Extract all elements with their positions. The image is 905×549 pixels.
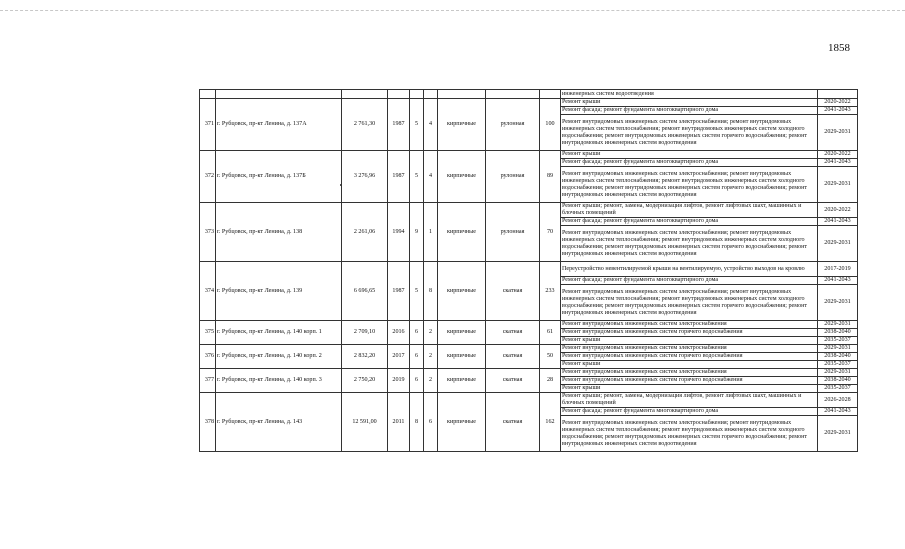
cell-period: 2020-2022 [818,203,858,218]
table-row [200,345,858,353]
cell-roof: скатная [486,321,540,345]
cell-roof: рулонная [486,99,540,151]
cell-number: 371 [200,99,216,151]
table-body [200,90,858,452]
cell-entrances: 1 [424,203,438,262]
cell-walls: кирпичные [438,345,486,369]
cell-period: 2029-2031 [818,167,858,203]
cell-number: 375 [200,321,216,345]
cell-period: 2035-2037 [818,385,858,393]
cell-percent: 70 [540,203,561,262]
cell-number: 376 [200,345,216,369]
cell-entrances: 2 [424,369,438,393]
table-row-top-fragment [200,90,858,99]
cell-work: Ремонт внутридомовых инженерных систем горячего водоснабжения [561,353,818,361]
cell-area: 6 696,65 [342,262,388,321]
cell-period: 2035-2037 [818,337,858,345]
cell-address: г. Рубцовск, пр-кт Ленина, д. 140 корп. 3 [216,369,342,393]
cell-area: 2 832,20 [342,345,388,369]
cell-floors: 6 [410,369,424,393]
cell-work: Ремонт внутридомовых инженерных систем электроснабжения; ремонт внутридомовых инженерных систем теплоснабжения; ремонт внутридомовых инженерных систем холодного водоснабжения; ремонт внутридомовых инженерных систем горячего водоснабжения; ремонт внутридомовых инженерных систем водоотведения [561,285,818,321]
cell-number: 374 [200,262,216,321]
capital-repair-table [199,89,858,452]
cell-work: Ремонт внутридомовых инженерных систем электроснабжения [561,321,818,329]
cell-number: 372 [200,151,216,203]
cell-area: 2 709,10 [342,321,388,345]
cell-period: 2029-2031 [818,285,858,321]
cell-period: 2029-2031 [818,345,858,353]
cell-empty [410,90,424,99]
cell-work: Ремонт крыши [561,385,818,393]
cell-work: Ремонт внутридомовых инженерных систем горячего водоснабжения [561,329,818,337]
table-row [200,321,858,329]
cell-floors: 5 [410,151,424,203]
cell-area: 2 761,30 [342,99,388,151]
cell-work: Ремонт фасада; ремонт фундамента многоквартирного дома [561,277,818,285]
cell-address: г. Рубцовск, пр-кт Ленина, д. 137А [216,99,342,151]
cell-year: 1994 [388,203,410,262]
cell-work: Ремонт фасада; ремонт фундамента многоквартирного дома [561,408,818,416]
cell-work: Ремонт фасада; ремонт фундамента многоквартирного дома [561,107,818,115]
cell-period: 2029-2031 [818,416,858,452]
cell-period: 2020-2022 [818,99,858,107]
cell-percent: 61 [540,321,561,345]
cell-work: Ремонт крыши [561,361,818,369]
cell-percent: 28 [540,369,561,393]
cell-empty [438,90,486,99]
cell-address: г. Рубцовск, пр-кт Ленина, д. 140 корп. 2 [216,345,342,369]
cell-area: 2 261,06 [342,203,388,262]
cell-number: 373 [200,203,216,262]
cell-empty [342,90,388,99]
cell-work: Ремонт внутридомовых инженерных систем электроснабжения; ремонт внутридомовых инженерных систем теплоснабжения; ремонт внутридомовых инженерных систем холодного водоснабжения; ремонт внутридомовых инженерных систем горячего водоснабжения; ремонт внутридомовых инженерных систем водоотведения [561,416,818,452]
cell-year: 2017 [388,345,410,369]
cell-floors: 5 [410,262,424,321]
cell-work: Переустройство невентилируемой крыши на вентилируемую, устройство выходов на кровлю [561,262,818,277]
cell-year: 1987 [388,151,410,203]
cell-period: 2035-2037 [818,361,858,369]
table-row [200,99,858,107]
cell-work: Ремонт крыши; ремонт, замена, модернизация лифтов, ремонт лифтовых шахт, машинных и блочных помещений [561,393,818,408]
cell-work: Ремонт внутридомовых инженерных систем электроснабжения; ремонт внутридомовых инженерных систем теплоснабжения; ремонт внутридомовых инженерных систем холодного водоснабжения; ремонт внутридомовых инженерных систем горячего водоснабжения; ремонт внутридомовых инженерных систем водоотведения [561,226,818,262]
cell-floors: 9 [410,203,424,262]
cell-period: 2029-2031 [818,115,858,151]
table-row [200,151,858,159]
cell-work: Ремонт фасада; ремонт фундамента многоквартирного дома [561,159,818,167]
cell-entrances: 2 [424,321,438,345]
cell-roof: скатная [486,345,540,369]
cell-period: 2020-2022 [818,151,858,159]
cell-address: г. Рубцовск, пр-кт Ленина, д. 140 корп. 1 [216,321,342,345]
cell-roof: рулонная [486,203,540,262]
cell-period: 2017-2019 [818,262,858,277]
cell-area: 2 750,20 [342,369,388,393]
cell-entrances: 8 [424,262,438,321]
cell-area: 3 276,96 [342,151,388,203]
cell-period: 2038-2040 [818,353,858,361]
cell-period: 2029-2031 [818,369,858,377]
cell-period: 2029-2031 [818,321,858,329]
cell-floors: 8 [410,393,424,452]
cell-year: 2019 [388,369,410,393]
cell-empty [200,90,216,99]
cell-walls: кирпичные [438,203,486,262]
cell-year: 2011 [388,393,410,452]
cell-work: Ремонт крыши; ремонт, замена, модернизация лифтов, ремонт лифтовых шахт, машинных и блочных помещений [561,203,818,218]
cell-number: 377 [200,369,216,393]
cell-walls: кирпичные [438,262,486,321]
cell-number: 378 [200,393,216,452]
cell-year: 1987 [388,99,410,151]
table-row [200,203,858,218]
cell-walls: кирпичные [438,321,486,345]
cell-address: г. Рубцовск, пр-кт Ленина, д. 139 [216,262,342,321]
cell-year: 1987 [388,262,410,321]
cell-period: 2038-2040 [818,377,858,385]
page-number: 1858 [828,42,850,54]
cell-period: 2041-2043 [818,159,858,167]
cell-period: 2038-2040 [818,329,858,337]
cell-roof: скатная [486,262,540,321]
table-row [200,262,858,277]
table-row [200,393,858,408]
cell-entrances: 2 [424,345,438,369]
cell-entrances: 4 [424,99,438,151]
cell-work: Ремонт внутридомовых инженерных систем электроснабжения; ремонт внутридомовых инженерных систем теплоснабжения; ремонт внутридомовых инженерных систем холодного водоснабжения; ремонт внутридомовых инженерных систем горячего водоснабжения; ремонт внутридомовых инженерных систем водоотведения [561,115,818,151]
cell-walls: кирпичные [438,151,486,203]
cell-walls: кирпичные [438,99,486,151]
cell-percent: 89 [540,151,561,203]
cell-address: г. Рубцовск, пр-кт Ленина, д. 137Б [216,151,342,203]
cell-address: г. Рубцовск, пр-кт Ленина, д. 143 [216,393,342,452]
cell-work: инженерных систем водоотведения [561,90,818,99]
cell-floors: 5 [410,99,424,151]
cell-walls: кирпичные [438,369,486,393]
cell-period: 2029-2031 [818,226,858,262]
cell-empty [540,90,561,99]
cell-work: Ремонт внутридомовых инженерных систем горячего водоснабжения [561,377,818,385]
cell-work: Ремонт крыши [561,99,818,107]
cell-work: Ремонт внутридомовых инженерных систем электроснабжения [561,369,818,377]
cell-work: Ремонт фасада; ремонт фундамента многоквартирного дома [561,218,818,226]
cell-percent: 233 [540,262,561,321]
cell-period: 2041-2043 [818,107,858,115]
cell-period: 2041-2043 [818,277,858,285]
cell-percent: 100 [540,99,561,151]
cell-work: Ремонт крыши [561,151,818,159]
cell-entrances: 6 [424,393,438,452]
cell-percent: 162 [540,393,561,452]
cell-work: Ремонт внутридомовых инженерных систем электроснабжения [561,345,818,353]
cell-area: 12 591,00 [342,393,388,452]
cell-empty [486,90,540,99]
cell-percent: 50 [540,345,561,369]
cell-roof: скатная [486,393,540,452]
cell-year: 2016 [388,321,410,345]
cell-period: 2041-2043 [818,218,858,226]
cell-address: г. Рубцовск, пр-кт Ленина, д. 138 [216,203,342,262]
cell-roof: скатная [486,369,540,393]
table-row [200,369,858,377]
cell-roof: рулонная [486,151,540,203]
cell-entrances: 4 [424,151,438,203]
cell-empty [388,90,410,99]
cell-floors: 6 [410,345,424,369]
cell-work: Ремонт внутридомовых инженерных систем электроснабжения; ремонт внутридомовых инженерных систем теплоснабжения; ремонт внутридомовых инженерных систем холодного водоснабжения; ремонт внутридомовых инженерных систем горячего водоснабжения; ремонт внутридомовых инженерных систем водоотведения [561,167,818,203]
cell-period: 2026-2028 [818,393,858,408]
cell-floors: 6 [410,321,424,345]
cell-walls: кирпичные [438,393,486,452]
cell-empty [424,90,438,99]
cell-empty [216,90,342,99]
cell-period [818,90,858,99]
cell-work: Ремонт крыши [561,337,818,345]
page-top-border [0,10,905,11]
cell-period: 2041-2043 [818,408,858,416]
